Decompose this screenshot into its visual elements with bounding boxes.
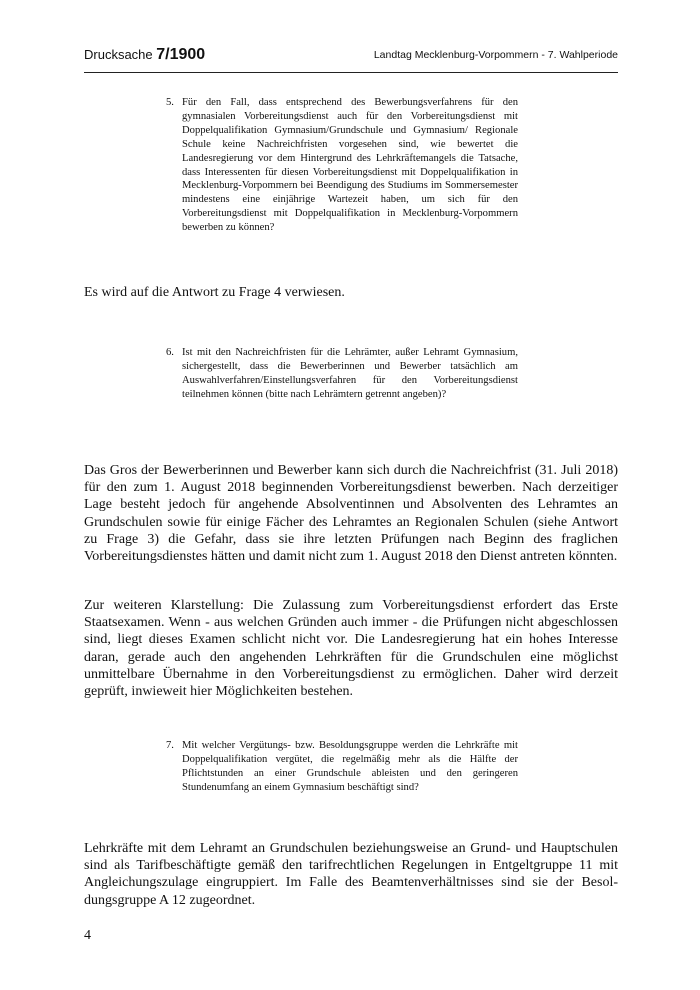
- doc-number: 7/1900: [156, 46, 206, 63]
- question-7: [166, 739, 518, 795]
- answer-6-paragraph-1: Das Gros der Bewerberinnen und Bewerber kann sich durch die Nachreichfrist (31. Juli 2018) für den zum 1. August 2018 beginnenden Vorbereitungsdienst bewerben. Nach derzeitiger Lage besteht jedoch für angehende Absolventinnen und Absolventen des Lehramtes an Grundschulen sowie für einige Fächer des Lehramtes an Regionalen Schulen (siehe Antwort zu Frage 3) die Gefahr, dass sie ihre letzten Prüfungen nach Beginn des fraglichen Vorbereitungsdienstes hätten und damit nicht zum 1. August 2018 den Dienst antreten könnten.: [84, 463, 618, 565]
- question-number: 7.: [166, 740, 174, 751]
- question-number: 6.: [166, 347, 174, 358]
- question-6: [166, 346, 518, 402]
- answer-5: Es wird auf die Antwort zu Frage 4 verwiesen.: [84, 285, 345, 300]
- answer-7: Lehrkräfte mit dem Lehramt an Grundschulen beziehungsweise an Grund- und Hauptschulen sind als Tarifbeschäftigte gemäß den tarifrechtlichen Regelungen in Entgeltgruppe 11 mit Angleichungszulage eingruppiert. Im Falle des Beamtenverhältnisses sind sie der Besoldungsgruppe A 12 zugeordnet.: [84, 841, 618, 908]
- question-number: 5.: [166, 97, 174, 108]
- page-header: [84, 42, 618, 73]
- document-number: [84, 46, 205, 64]
- page-number: 4: [84, 928, 91, 943]
- question-text: Für den Fall, dass entsprechend des Bewerbungsverfahrens für den gymnasialen Vorbereitungsdienst auch für den Vorbereitungsdienst mit Doppelqualifikation Gymnasium/Grundschule und Gymnasium/ Regionale Schule keine Nachreichfristen vorgesehen sind, wie bewertet die Landesregierung vor dem Hintergrund des Lehrkräftemangels die Tatsache, dass Interessenten für diesen Vorbereitungsdienst mit Doppelqualifikation in Mecklenburg-Vorpommern bei Beendigung des Studiums im Sommersemester mindestens eine einjährige Wartezeit haben, um sich für den Vorbereitungsdienst mit Doppelqualifikation in Mecklenburg-Vorpommern bewerben zu können?: [182, 97, 518, 234]
- question-text: Ist mit den Nachreichfristen für die Lehrämter, außer Lehramt Gymnasium, sichergestellt, dass die Bewerberinnen und Bewerber tatsächlich am Auswahlverfahren/Einstellungsverfahren für den Vorbereitungsdienst teilnehmen können (bitte nach Lehrämtern getrennt angeben)?: [182, 347, 518, 400]
- question-5: [166, 96, 518, 235]
- question-text: Mit welcher Vergütungs- bzw. Besoldungsgruppe werden die Lehrkräfte mit Doppelqualifikation vergütet, die regelmäßig mehr als die Hälfte der Pflichtstunden an einer Grundschule ableisten und den geringeren Stundenumfang an einem Gymnasium beschäftigt sind?: [182, 740, 518, 793]
- answer-6-paragraph-2: Zur weiteren Klarstellung: Die Zulassung zum Vorbereitungsdienst erfordert das Erste Staatsexamen. Wenn - aus welchen Gründen auch immer - die Prüfungen nicht abgeschlossen sind, liegt dieses Examen schlicht nicht vor. Die Landesregierung hat ein hohes Interesse daran, gerade auch den angehenden Lehrkräften für die Grundschulen eine möglichst unmittelbare Übernahme in den Vorbereitungsdienst zu ermöglichen. Daher wird derzeit geprüft, inwieweit hier Möglichkeiten bestehen.: [84, 598, 618, 700]
- doc-label: Drucksache: [84, 47, 153, 62]
- parliament-label: Landtag Mecklenburg-Vorpommern - 7. Wahlperiode: [373, 49, 618, 61]
